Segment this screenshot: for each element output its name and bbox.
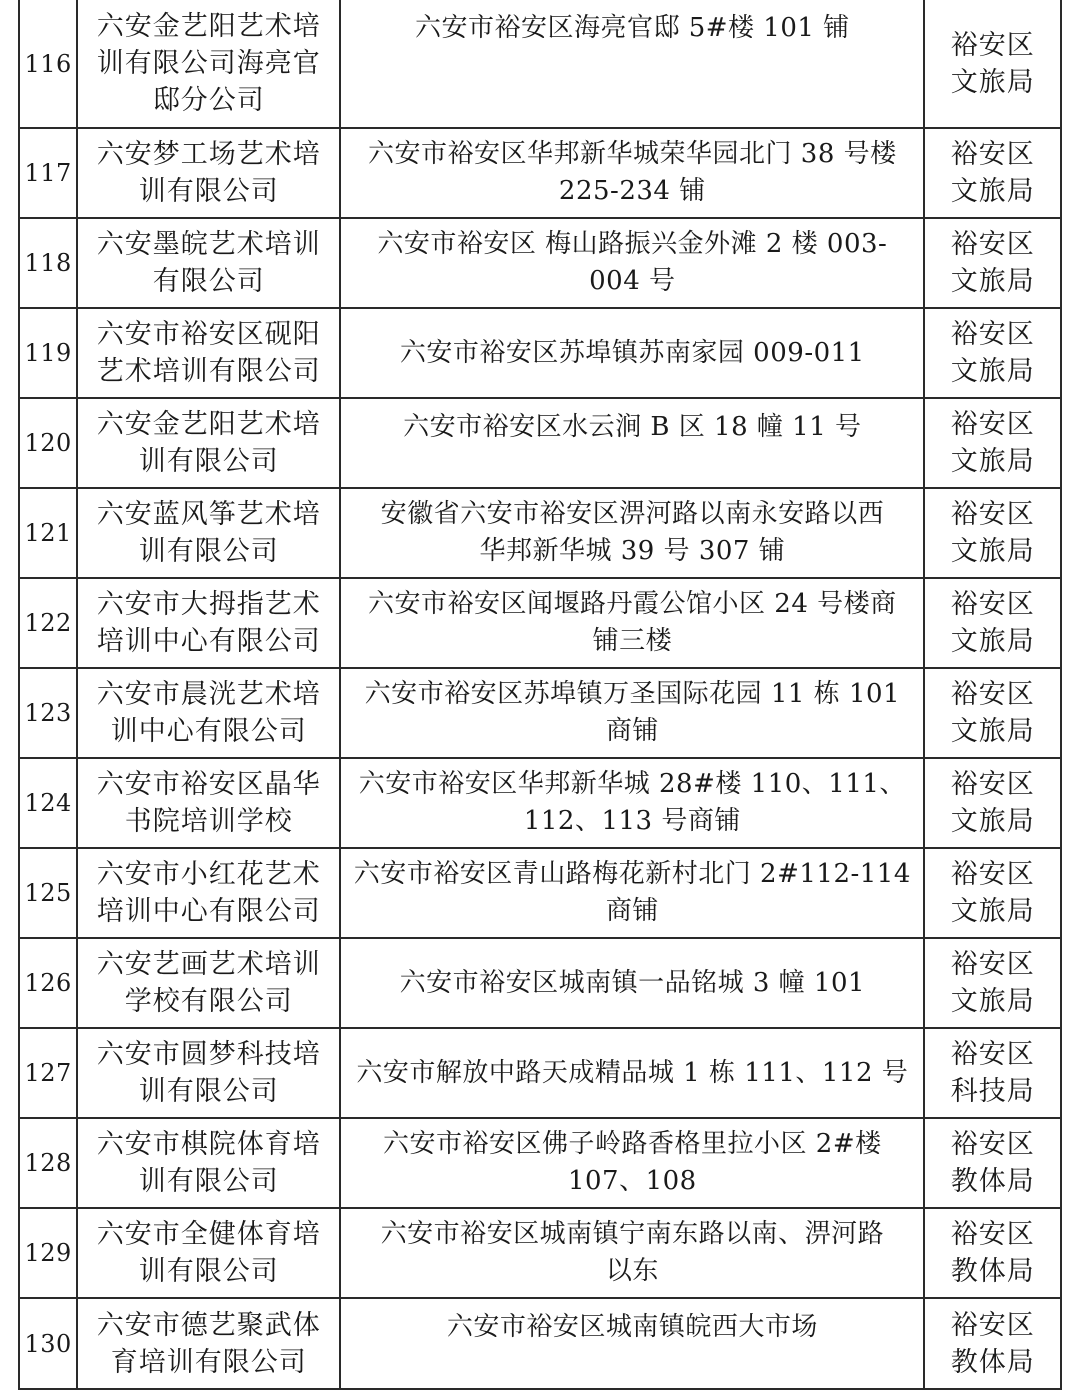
row-number: 128 bbox=[19, 1118, 77, 1208]
institution-address bbox=[340, 1118, 924, 1208]
institution-address-line: 六安市裕安区城南镇一品铭城 3 幢 101 bbox=[399, 967, 866, 998]
institution-name-line: 艺术培训有限公司 bbox=[96, 356, 321, 387]
institution-address bbox=[340, 488, 924, 578]
row-number: 117 bbox=[19, 128, 77, 218]
institution-name-line: 训有限公司 bbox=[138, 536, 279, 567]
institution-name-line: 训有限公司 bbox=[138, 176, 279, 207]
institution-name-line: 育培训有限公司 bbox=[110, 1346, 307, 1378]
institution-address bbox=[340, 1208, 924, 1298]
institution-name-line: 学校有限公司 bbox=[124, 986, 293, 1017]
institution-address bbox=[340, 308, 924, 398]
supervising-department-line: 裕安区 bbox=[950, 229, 1035, 260]
institution-name bbox=[77, 398, 340, 488]
table-row bbox=[19, 128, 1061, 218]
institution-name-line: 六安市棋院体育培 bbox=[96, 1129, 321, 1160]
supervising-department-line: 裕安区 bbox=[950, 139, 1035, 170]
row-number: 121 bbox=[19, 488, 77, 578]
supervising-department-line: 教体局 bbox=[950, 1166, 1035, 1197]
institution-name bbox=[77, 758, 340, 848]
supervising-department bbox=[924, 488, 1061, 578]
institution-address bbox=[340, 218, 924, 308]
institution-address-line: 铺三楼 bbox=[592, 626, 673, 656]
institution-name-line: 六安金艺阳艺术培 bbox=[96, 409, 321, 440]
institution-name-line: 六安市圆梦科技培 bbox=[96, 1039, 321, 1070]
institution-address-line: 六安市裕安区水云涧 B 区 18 幢 11 号 bbox=[403, 412, 862, 442]
institution-address-line: 六安市裕安区青山路梅花新村北门 2#112-114 bbox=[353, 859, 911, 889]
institution-address-line: 六安市裕安区海亮官邸 5#楼 101 铺 bbox=[414, 13, 850, 43]
supervising-department bbox=[924, 578, 1061, 668]
institution-address bbox=[340, 398, 924, 488]
institution-name-line: 训有限公司 bbox=[138, 446, 279, 477]
row-number: 130 bbox=[19, 1298, 77, 1389]
row-number: 122 bbox=[19, 578, 77, 668]
institution-name-line: 六安市晨洸艺术培 bbox=[96, 679, 321, 710]
supervising-department-line: 裕安区 bbox=[950, 409, 1035, 440]
table-row bbox=[19, 398, 1061, 488]
institution-name bbox=[77, 1298, 340, 1389]
institution-name bbox=[77, 488, 340, 578]
institution-address bbox=[340, 0, 924, 128]
institution-address bbox=[340, 1298, 924, 1389]
supervising-department-line: 文旅局 bbox=[950, 536, 1035, 567]
institution-name bbox=[77, 1028, 340, 1118]
institution-name-line: 六安艺画艺术培训 bbox=[96, 949, 321, 980]
institution-address bbox=[340, 938, 924, 1028]
institution-address-line: 六安市裕安区苏埠镇苏南家园 009-011 bbox=[399, 337, 865, 368]
institution-name bbox=[77, 578, 340, 668]
table-row bbox=[19, 668, 1061, 758]
supervising-department-line: 教体局 bbox=[950, 1256, 1035, 1287]
institution-address-line: 004 号 bbox=[589, 266, 676, 296]
row-number: 118 bbox=[19, 218, 77, 308]
supervising-department-line: 裕安区 bbox=[950, 859, 1035, 890]
institution-name-line: 培训中心有限公司 bbox=[96, 626, 321, 657]
row-number: 124 bbox=[19, 758, 77, 848]
row-number: 120 bbox=[19, 398, 77, 488]
supervising-department-line: 文旅局 bbox=[950, 896, 1035, 927]
registry-table bbox=[18, 0, 1062, 1390]
institution-name-line: 培训中心有限公司 bbox=[96, 896, 321, 927]
supervising-department-line: 裕安区 bbox=[950, 1309, 1035, 1341]
row-number: 126 bbox=[19, 938, 77, 1028]
institution-name-line: 六安蓝风筝艺术培 bbox=[96, 499, 321, 530]
supervising-department-line: 教体局 bbox=[950, 1346, 1035, 1378]
supervising-department bbox=[924, 758, 1061, 848]
institution-address bbox=[340, 578, 924, 668]
supervising-department-line: 文旅局 bbox=[950, 986, 1035, 1017]
institution-name-line: 邸分公司 bbox=[152, 85, 265, 116]
supervising-department-line: 裕安区 bbox=[950, 1129, 1035, 1160]
institution-address-line: 商铺 bbox=[605, 896, 659, 926]
supervising-department-line: 文旅局 bbox=[950, 266, 1035, 297]
institution-address-line: 225-234 铺 bbox=[558, 176, 706, 206]
supervising-department-line: 裕安区 bbox=[950, 769, 1035, 800]
supervising-department-line: 文旅局 bbox=[950, 716, 1035, 747]
institution-name bbox=[77, 308, 340, 398]
institution-name-line: 六安市小红花艺术 bbox=[96, 859, 321, 890]
institution-name-line: 训有限公司 bbox=[138, 1076, 279, 1107]
supervising-department bbox=[924, 848, 1061, 938]
institution-address bbox=[340, 668, 924, 758]
supervising-department bbox=[924, 398, 1061, 488]
table-row bbox=[19, 1208, 1061, 1298]
institution-name bbox=[77, 848, 340, 938]
institution-name-line: 训中心有限公司 bbox=[110, 716, 307, 747]
table-row bbox=[19, 938, 1061, 1028]
supervising-department bbox=[924, 218, 1061, 308]
supervising-department bbox=[924, 1028, 1061, 1118]
institution-address-line: 六安市裕安区城南镇皖西大市场 bbox=[446, 1312, 818, 1342]
institution-address-line: 六安市裕安区华邦新华城荣华园北门 38 号楼 bbox=[368, 139, 897, 169]
row-number: 127 bbox=[19, 1028, 77, 1118]
supervising-department-line: 裕安区 bbox=[950, 1039, 1035, 1070]
supervising-department bbox=[924, 1118, 1061, 1208]
institution-name-line: 训有限公司 bbox=[138, 1166, 279, 1197]
table-row bbox=[19, 1118, 1061, 1208]
institution-name bbox=[77, 218, 340, 308]
supervising-department bbox=[924, 128, 1061, 218]
institution-name bbox=[77, 0, 340, 128]
table-row bbox=[19, 578, 1061, 668]
institution-name-line: 六安市全健体育培 bbox=[96, 1219, 321, 1250]
institution-name-line: 六安市大拇指艺术 bbox=[96, 589, 321, 620]
institution-address-line: 六安市裕安区华邦新华城 28#楼 110、111、 bbox=[358, 769, 906, 799]
table-row bbox=[19, 218, 1061, 308]
supervising-department-line: 文旅局 bbox=[950, 626, 1035, 657]
institution-name bbox=[77, 128, 340, 218]
institution-name-line: 六安市裕安区晶华 bbox=[96, 769, 321, 800]
row-number: 125 bbox=[19, 848, 77, 938]
institution-name-line: 六安市裕安区砚阳 bbox=[96, 319, 321, 350]
institution-name bbox=[77, 938, 340, 1028]
institution-name-line: 六安墨皖艺术培训 bbox=[96, 229, 321, 260]
supervising-department bbox=[924, 938, 1061, 1028]
institution-address-line: 六安市裕安区闻堰路丹霞公馆小区 24 号楼商 bbox=[368, 589, 897, 619]
institution-address-line: 商铺 bbox=[605, 716, 659, 746]
institution-address-line: 安徽省六安市裕安区淠河路以南永安路以西 bbox=[380, 499, 885, 529]
institution-name-line: 六安市德艺聚武体 bbox=[96, 1309, 321, 1341]
institution-name bbox=[77, 668, 340, 758]
supervising-department-line: 文旅局 bbox=[950, 66, 1035, 98]
table-body bbox=[19, 0, 1061, 1389]
institution-name-line: 六安金艺阳艺术培 bbox=[96, 11, 321, 42]
institution-address-line: 六安市解放中路天成精品城 1 栋 111、112 号 bbox=[356, 1057, 909, 1088]
institution-address-line: 六安市裕安区苏埠镇万圣国际花园 11 栋 101 bbox=[364, 679, 901, 709]
supervising-department-line: 文旅局 bbox=[950, 356, 1035, 387]
supervising-department-line: 裕安区 bbox=[950, 589, 1035, 620]
table-row bbox=[19, 1028, 1061, 1118]
table-row bbox=[19, 0, 1061, 128]
institution-address bbox=[340, 848, 924, 938]
supervising-department-line: 文旅局 bbox=[950, 176, 1035, 207]
institution-name-line: 六安梦工场艺术培 bbox=[96, 139, 321, 170]
institution-name bbox=[77, 1208, 340, 1298]
institution-address-line: 112、113 号商铺 bbox=[523, 806, 741, 836]
table-row bbox=[19, 848, 1061, 938]
table-row bbox=[19, 488, 1061, 578]
row-number: 123 bbox=[19, 668, 77, 758]
supervising-department-line: 裕安区 bbox=[950, 1219, 1035, 1250]
institution-address bbox=[340, 758, 924, 848]
institution-address bbox=[340, 1028, 924, 1118]
supervising-department-line: 文旅局 bbox=[950, 806, 1035, 837]
institution-address-line: 以东 bbox=[605, 1256, 659, 1286]
institution-name-line: 有限公司 bbox=[152, 266, 265, 297]
institution-address-line: 六安市裕安区城南镇宁南东路以南、淠河路 bbox=[380, 1219, 885, 1249]
institution-name-line: 书院培训学校 bbox=[124, 806, 293, 837]
institution-name-line: 训有限公司 bbox=[138, 1256, 279, 1287]
supervising-department-line: 裕安区 bbox=[950, 499, 1035, 530]
supervising-department bbox=[924, 1208, 1061, 1298]
row-number: 116 bbox=[19, 0, 77, 128]
institution-address-line: 107、108 bbox=[567, 1166, 697, 1196]
institution-address-line: 六安市裕安区佛子岭路香格里拉小区 2#楼 bbox=[383, 1129, 882, 1159]
institution-name bbox=[77, 1118, 340, 1208]
supervising-department-line: 裕安区 bbox=[950, 319, 1035, 350]
supervising-department bbox=[924, 668, 1061, 758]
supervising-department-line: 裕安区 bbox=[950, 29, 1035, 61]
supervising-department bbox=[924, 1298, 1061, 1389]
supervising-department-line: 裕安区 bbox=[950, 679, 1035, 710]
institution-name-line: 训有限公司海亮官 bbox=[96, 48, 321, 79]
row-number: 119 bbox=[19, 308, 77, 398]
table-row bbox=[19, 308, 1061, 398]
supervising-department-line: 裕安区 bbox=[950, 949, 1035, 980]
institution-address-line: 六安市裕安区 梅山路振兴金外滩 2 楼 003- bbox=[377, 229, 888, 259]
institution-address bbox=[340, 128, 924, 218]
table-row bbox=[19, 758, 1061, 848]
table-row bbox=[19, 1298, 1061, 1389]
supervising-department-line: 科技局 bbox=[950, 1076, 1035, 1107]
row-number: 129 bbox=[19, 1208, 77, 1298]
supervising-department bbox=[924, 0, 1061, 128]
supervising-department-line: 文旅局 bbox=[950, 446, 1035, 477]
institution-address-line: 华邦新华城 39 号 307 铺 bbox=[479, 536, 786, 566]
supervising-department bbox=[924, 308, 1061, 398]
